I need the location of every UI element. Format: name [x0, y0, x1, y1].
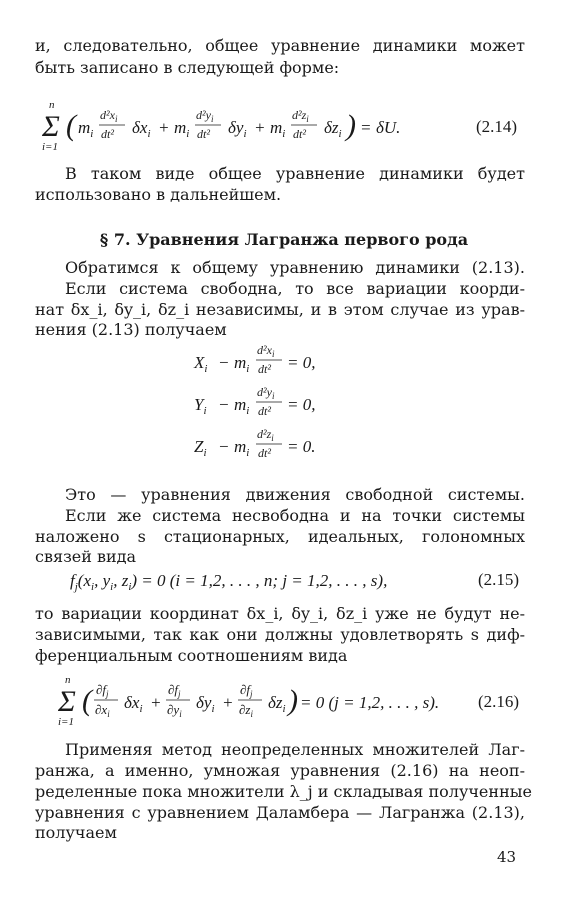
- svg-text:dt²: dt²: [293, 127, 306, 141]
- paragraph-5-line-2: зависимыми, так как они должны удовлетворять s диф-: [35, 625, 525, 644]
- svg-text:= 0.: = 0.: [287, 437, 316, 456]
- svg-text:= 0,: = 0,: [287, 395, 316, 414]
- svg-text:d²zi: $d^2z_i$: [292, 108, 309, 124]
- svg-text:δU.: δU.: [376, 118, 401, 137]
- svg-text:mi: $m_i$: [78, 118, 94, 140]
- svg-text:n: n: [65, 674, 71, 686]
- svg-text:d²xi: $d^2x_i$: [100, 108, 118, 124]
- svg-text:dt²: dt²: [101, 127, 114, 141]
- svg-text:−: −: [218, 395, 230, 414]
- equation-2-15: [70, 568, 470, 594]
- paragraph-4-line-1: Это — уравнения движения свободной системы.: [65, 485, 525, 504]
- svg-text:∂fj: $\partial f_j$: [240, 682, 253, 699]
- svg-text:dt²: dt²: [197, 127, 210, 141]
- equation-number-2-14: (2.14): [476, 117, 518, 136]
- paragraph-5-line-3: ференциальным соотношениям вида: [35, 646, 348, 665]
- svg-text:dt²: dt²: [258, 362, 271, 376]
- svg-text:−: −: [218, 437, 230, 456]
- svg-text:= 0,: = 0,: [287, 353, 316, 372]
- svg-text:Zi: $Z_i$: [194, 437, 207, 459]
- svg-text:(: (: [82, 684, 92, 717]
- svg-text:=: =: [360, 118, 372, 137]
- svg-text:): ): [346, 109, 356, 142]
- svg-text:∂xi: $\partial x_i$: [95, 702, 110, 719]
- svg-text:∂fj: $\partial f_j$: [96, 682, 109, 699]
- paragraph-4-line-4: связей вида: [35, 547, 137, 566]
- svg-text:∂yi: $\partial y_i$: [167, 702, 182, 719]
- svg-text:(: (: [66, 109, 76, 142]
- paragraph-1-line-1: и, следовательно, общее уравнение динамики может: [35, 36, 525, 55]
- svg-text:Xi: $X_i$: [194, 353, 208, 375]
- equation-2-16: [58, 674, 478, 732]
- svg-text:dt²: dt²: [258, 404, 271, 418]
- paragraph-3-line-3: нат δx_i, δy_i, δz_i независимы, и в этом случае из урав-: [35, 300, 525, 319]
- svg-text:−: −: [218, 353, 230, 372]
- svg-text:+: +: [254, 118, 266, 137]
- paragraph-4-line-2: Если же система несвободна и на точки системы: [65, 506, 525, 525]
- svg-text:Yi: $Y_i$: [194, 395, 207, 417]
- paragraph-5-line-1: то вариации координат δx_i, δy_i, δz_i уже не будут не-: [35, 604, 525, 623]
- svg-text:+: +: [158, 118, 170, 137]
- svg-text:): ): [288, 684, 298, 717]
- svg-text:d²zi: $d^2z_i$: [257, 427, 274, 443]
- svg-text:d²yi: $d^2y_i$: [257, 385, 275, 401]
- svg-text:δxi: $\delta x_i$: [124, 693, 143, 715]
- svg-text:i=1: i=1: [42, 141, 58, 153]
- svg-text:mi: $m_i$: [270, 118, 286, 140]
- equation-2-14: [40, 100, 480, 156]
- paragraph-6-line-1: Применяя метод неопределенных множителей Лаг-: [65, 740, 525, 759]
- free-system-equations: [190, 340, 370, 470]
- svg-text:d²yi: $d^2y_i$: [196, 108, 214, 124]
- equation-number-2-16: (2.16): [478, 692, 520, 711]
- svg-text:+: +: [222, 693, 234, 712]
- section-heading: § 7. Уравнения Лагранжа первого рода: [99, 230, 469, 249]
- svg-text:mi: $m_i$: [234, 437, 250, 459]
- svg-text:mi: $m_i$: [174, 118, 190, 140]
- paragraph-6-line-2: ранжа, а именно, умножая уравнения (2.16) на неоп-: [35, 761, 525, 780]
- svg-text:d²xi: $d^2x_i$: [257, 343, 275, 359]
- svg-text:fj(xi, yi, zi) = 0 (i = 1,2,: $f_j(x_i$, $y_i$, $z_i) = 0$ (i = 1,2, . . . , n; j = 1,2, . . . , s),: [70, 571, 388, 593]
- svg-text:δyi: $\delta y_i$: [196, 693, 215, 715]
- paragraph-3-line-2: Если система свободна, то все вариации коорди-: [65, 279, 525, 298]
- paragraph-3-line-4: нения (2.13) получаем: [35, 320, 227, 339]
- svg-text:Σ: Σ: [42, 110, 60, 143]
- svg-text:δzi: $\delta z_i$: [324, 118, 342, 140]
- svg-text:∂zi: $\partial z_i$: [239, 702, 253, 719]
- paragraph-1-line-2: быть записано в следующей форме:: [35, 58, 340, 77]
- svg-text:= 0 (j = 1,2, . . . , s).: = 0 (j = 1,2, . . . , s).: [300, 693, 440, 712]
- paragraph-6-line-3: ределенные пока множители λ_j и складывая полученные: [35, 782, 532, 801]
- svg-text:∂fj: $\partial f_j$: [168, 682, 181, 699]
- svg-text:δyi: $\delta y_i$: [228, 118, 247, 140]
- svg-text:n: n: [49, 99, 55, 111]
- paragraph-2-line-1: В таком виде общее уравнение динамики будет: [65, 164, 525, 183]
- paragraph-2-line-2: использовано в дальнейшем.: [35, 185, 282, 204]
- page-number: 43: [497, 848, 517, 866]
- svg-text:i=1: i=1: [58, 716, 74, 728]
- equation-number-2-15: (2.15): [478, 570, 520, 589]
- svg-text:δxi: $\delta x_i$: [132, 118, 151, 140]
- svg-text:+: +: [150, 693, 162, 712]
- paragraph-6-line-4: уравнения с уравнением Даламбера — Лагранжа (2.13),: [35, 803, 525, 822]
- paragraph-6-line-5: получаем: [35, 823, 117, 842]
- svg-text:mi: $m_i$: [234, 353, 250, 375]
- svg-text:δzi: $\delta z_i$: [268, 693, 286, 715]
- paragraph-4-line-3: наложено s стационарных, идеальных, голономных: [35, 527, 525, 546]
- svg-text:mi: $m_i$: [234, 395, 250, 417]
- svg-text:dt²: dt²: [258, 446, 271, 460]
- svg-text:Σ: Σ: [58, 685, 76, 718]
- paragraph-3-line-1: Обратимся к общему уравнению динамики (2.13).: [65, 258, 525, 277]
